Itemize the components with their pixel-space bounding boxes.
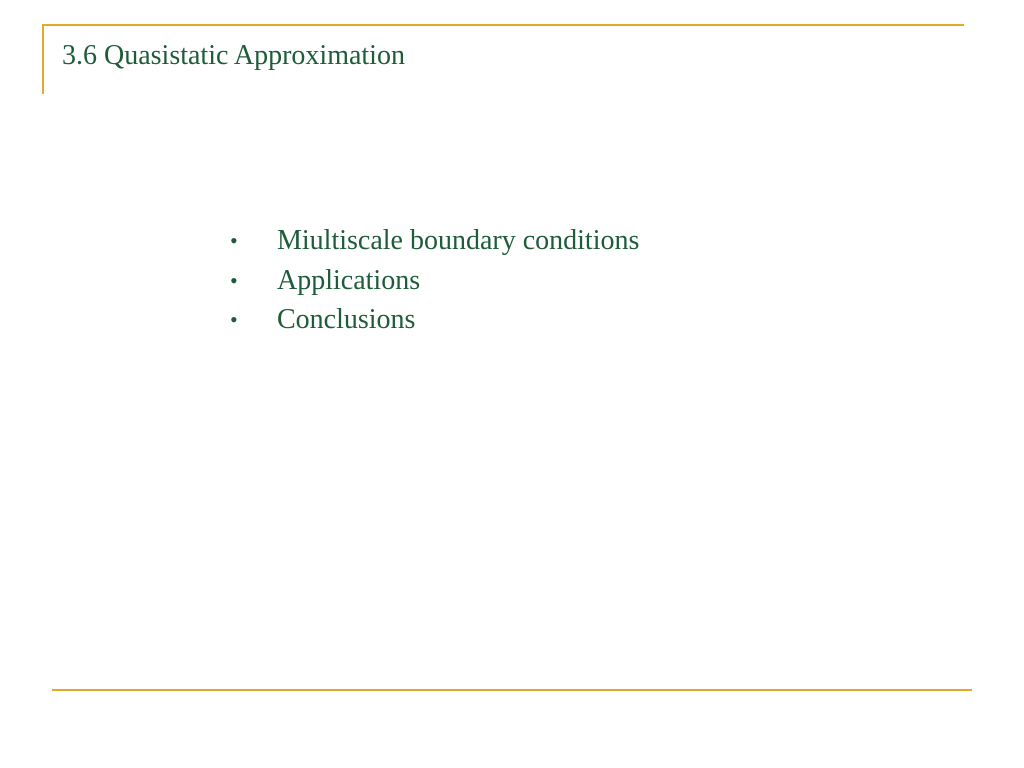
- bullet-text: Applications: [277, 264, 421, 296]
- top-divider: [42, 24, 964, 26]
- bullet-item: [230, 221, 639, 261]
- slide-title: 3.6 Quasistatic Approximation: [62, 40, 405, 71]
- bullet-icon: •: [230, 267, 238, 293]
- bullet-icon: •: [230, 228, 238, 253]
- bullet-list: [230, 221, 639, 340]
- left-divider: [42, 24, 44, 94]
- bullet-item: [230, 261, 639, 301]
- bullet-item: [230, 300, 639, 340]
- bullet-text: Conclusions: [277, 304, 416, 335]
- bullet-icon: •: [230, 307, 238, 332]
- bullet-text: Miultiscale boundary conditions: [277, 225, 640, 256]
- bottom-divider: [52, 689, 972, 691]
